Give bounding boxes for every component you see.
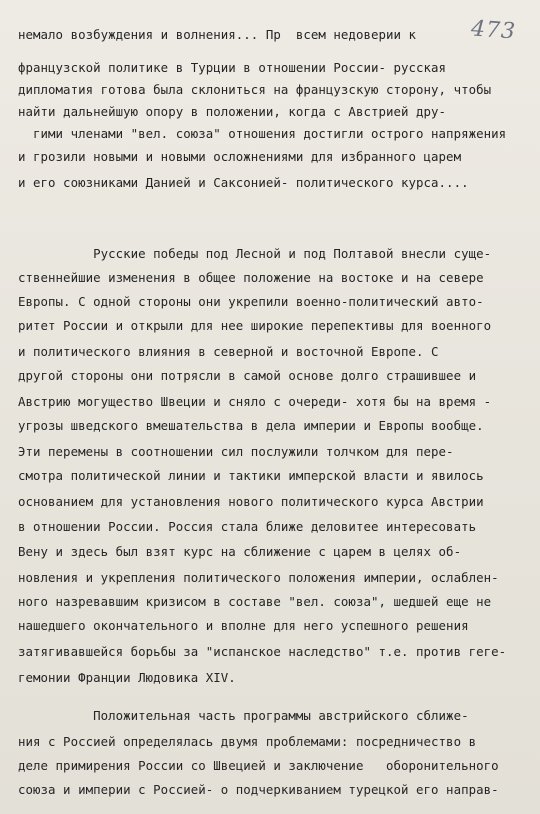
text-line: и политического влияния в северной и восточной Европе. С — [18, 344, 439, 359]
text-line: и грозили новыми и новыми осложнениями для избранного царем — [18, 149, 462, 164]
text-line: гемонии Франции Людовика XIV. — [18, 670, 236, 685]
text-line: союза и империи с Россией- о подчеркиванием турецкой его направ- — [18, 782, 499, 797]
text-line: другой стороны они потрясли в самой основе долго страшившее и — [18, 368, 477, 383]
text-line: угрозы шведского вмешательства в дела империи и Европы вообще. — [18, 418, 484, 433]
text-line: ритет России и открыли для нее широкие перепективы для военного — [18, 318, 492, 333]
text-line: найти дальнейшую опору в положении, когда с Австрией дру- — [18, 104, 447, 119]
text-line: Русские победы под Лесной и под Полтавой внесли суще- — [18, 246, 492, 261]
text-line: французской политике в Турции в отношении России- русская — [18, 60, 447, 75]
text-line: Положительная часть программы австрийского сближе- — [18, 708, 469, 723]
text-line: нашедшего окончательного и вполне для него успешного решения — [18, 618, 469, 633]
text-line: и его союзниками Данией и Саксонией- политического курса.... — [18, 175, 469, 190]
text-line: деле примирения России со Швецией и заключение оборонительного — [18, 758, 499, 773]
text-line: новления и укрепления политического положения империи, ослаблен- — [18, 570, 499, 585]
text-line: затягивавшейся борьбы за "испанское наследство" т.е. против геге- — [18, 644, 507, 659]
text-line: дипломатия готова была склониться на французскую сторону, чтобы — [18, 82, 492, 97]
text-line: Австрию могущество Швеции и сняло с очереди- хотя бы на время - — [18, 394, 492, 409]
text-line: ного назревавшим кризисом в составе "вел. союза", шедшей еще не — [18, 594, 492, 609]
text-line: смотра политической линии и тактики имперской власти и явилось — [18, 468, 484, 483]
text-line: немало возбуждения и волнения... Пр всем недоверии к — [18, 27, 417, 42]
text-line: Вену и здесь был взят курс на сближение с царем в целях об- — [18, 544, 462, 559]
text-line: гими членами "вел. союза" отношения достигли острого напряжения — [18, 126, 507, 141]
text-line: основанием для установления нового политического курса Австрии — [18, 494, 484, 509]
text-line: в отношении России. Россия стала ближе деловитее интересовать — [18, 519, 477, 534]
text-line: ственнейшие изменения в общее положение на востоке и на севере — [18, 270, 484, 285]
text-line: ния с Россией определялась двумя проблемами: посредничество в — [18, 734, 477, 749]
text-line: Эти перемены в соотношении сил послужили толчком для пере- — [18, 444, 454, 459]
page-number: 473 — [470, 16, 517, 45]
text-line: Европы. С одной стороны они укрепили военно-политический авто- — [18, 294, 484, 309]
